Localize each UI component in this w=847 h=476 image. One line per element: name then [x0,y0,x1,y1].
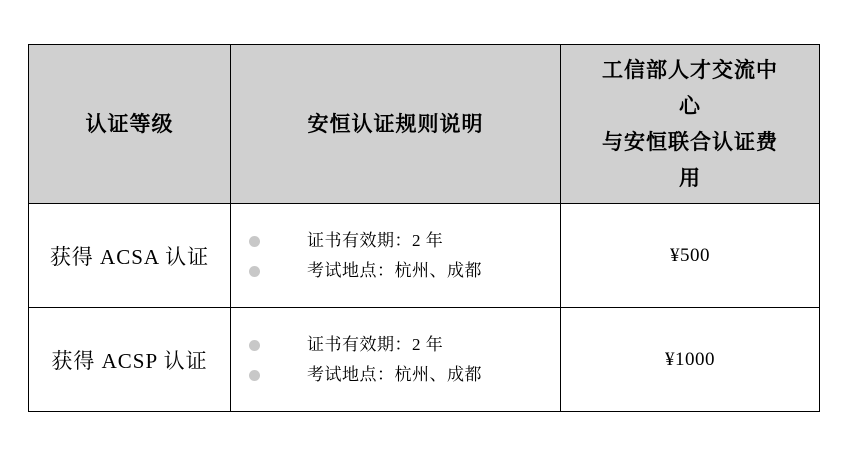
list-item [231,256,560,286]
header-cell-rules [231,45,561,204]
cell-rules [231,308,561,412]
bullet-icon [249,266,260,277]
table-header-row [29,45,820,204]
bullet-icon [249,370,260,381]
list-item [231,330,560,360]
table-header [29,45,820,204]
header-cell-fee [561,45,820,204]
rule-text: 考试地点：杭州、成都 [307,364,482,384]
list-item [231,226,560,256]
rule-text: 考试地点：杭州、成都 [307,260,482,280]
header-cell-level [29,45,231,204]
table-body [29,204,820,412]
header-label-fee-line4: 用 [679,166,701,190]
header-label-fee-line2: 心 [679,94,701,118]
rules-list [231,330,560,390]
header-label-rules: 安恒认证规则说明 [307,112,484,136]
cell-price: ¥500 [561,204,820,308]
bullet-icon [249,340,260,351]
table-row [29,204,820,308]
certification-fee-table [28,44,820,412]
list-item [231,360,560,390]
bullet-icon [249,236,260,247]
rule-text: 证书有效期：2 年 [307,334,444,354]
cell-level: 获得 ACSP 认证 [29,308,231,412]
table-row [29,308,820,412]
header-label-fee-line3: 与安恒联合认证费 [602,130,778,154]
header-label-fee-line1: 工信部人才交流中 [602,58,778,82]
header-label-level: 认证等级 [85,112,174,136]
rules-list [231,226,560,286]
cell-rules [231,204,561,308]
rule-text: 证书有效期：2 年 [307,230,444,250]
cell-level: 获得 ACSA 认证 [29,204,231,308]
cell-price: ¥1000 [561,308,820,412]
